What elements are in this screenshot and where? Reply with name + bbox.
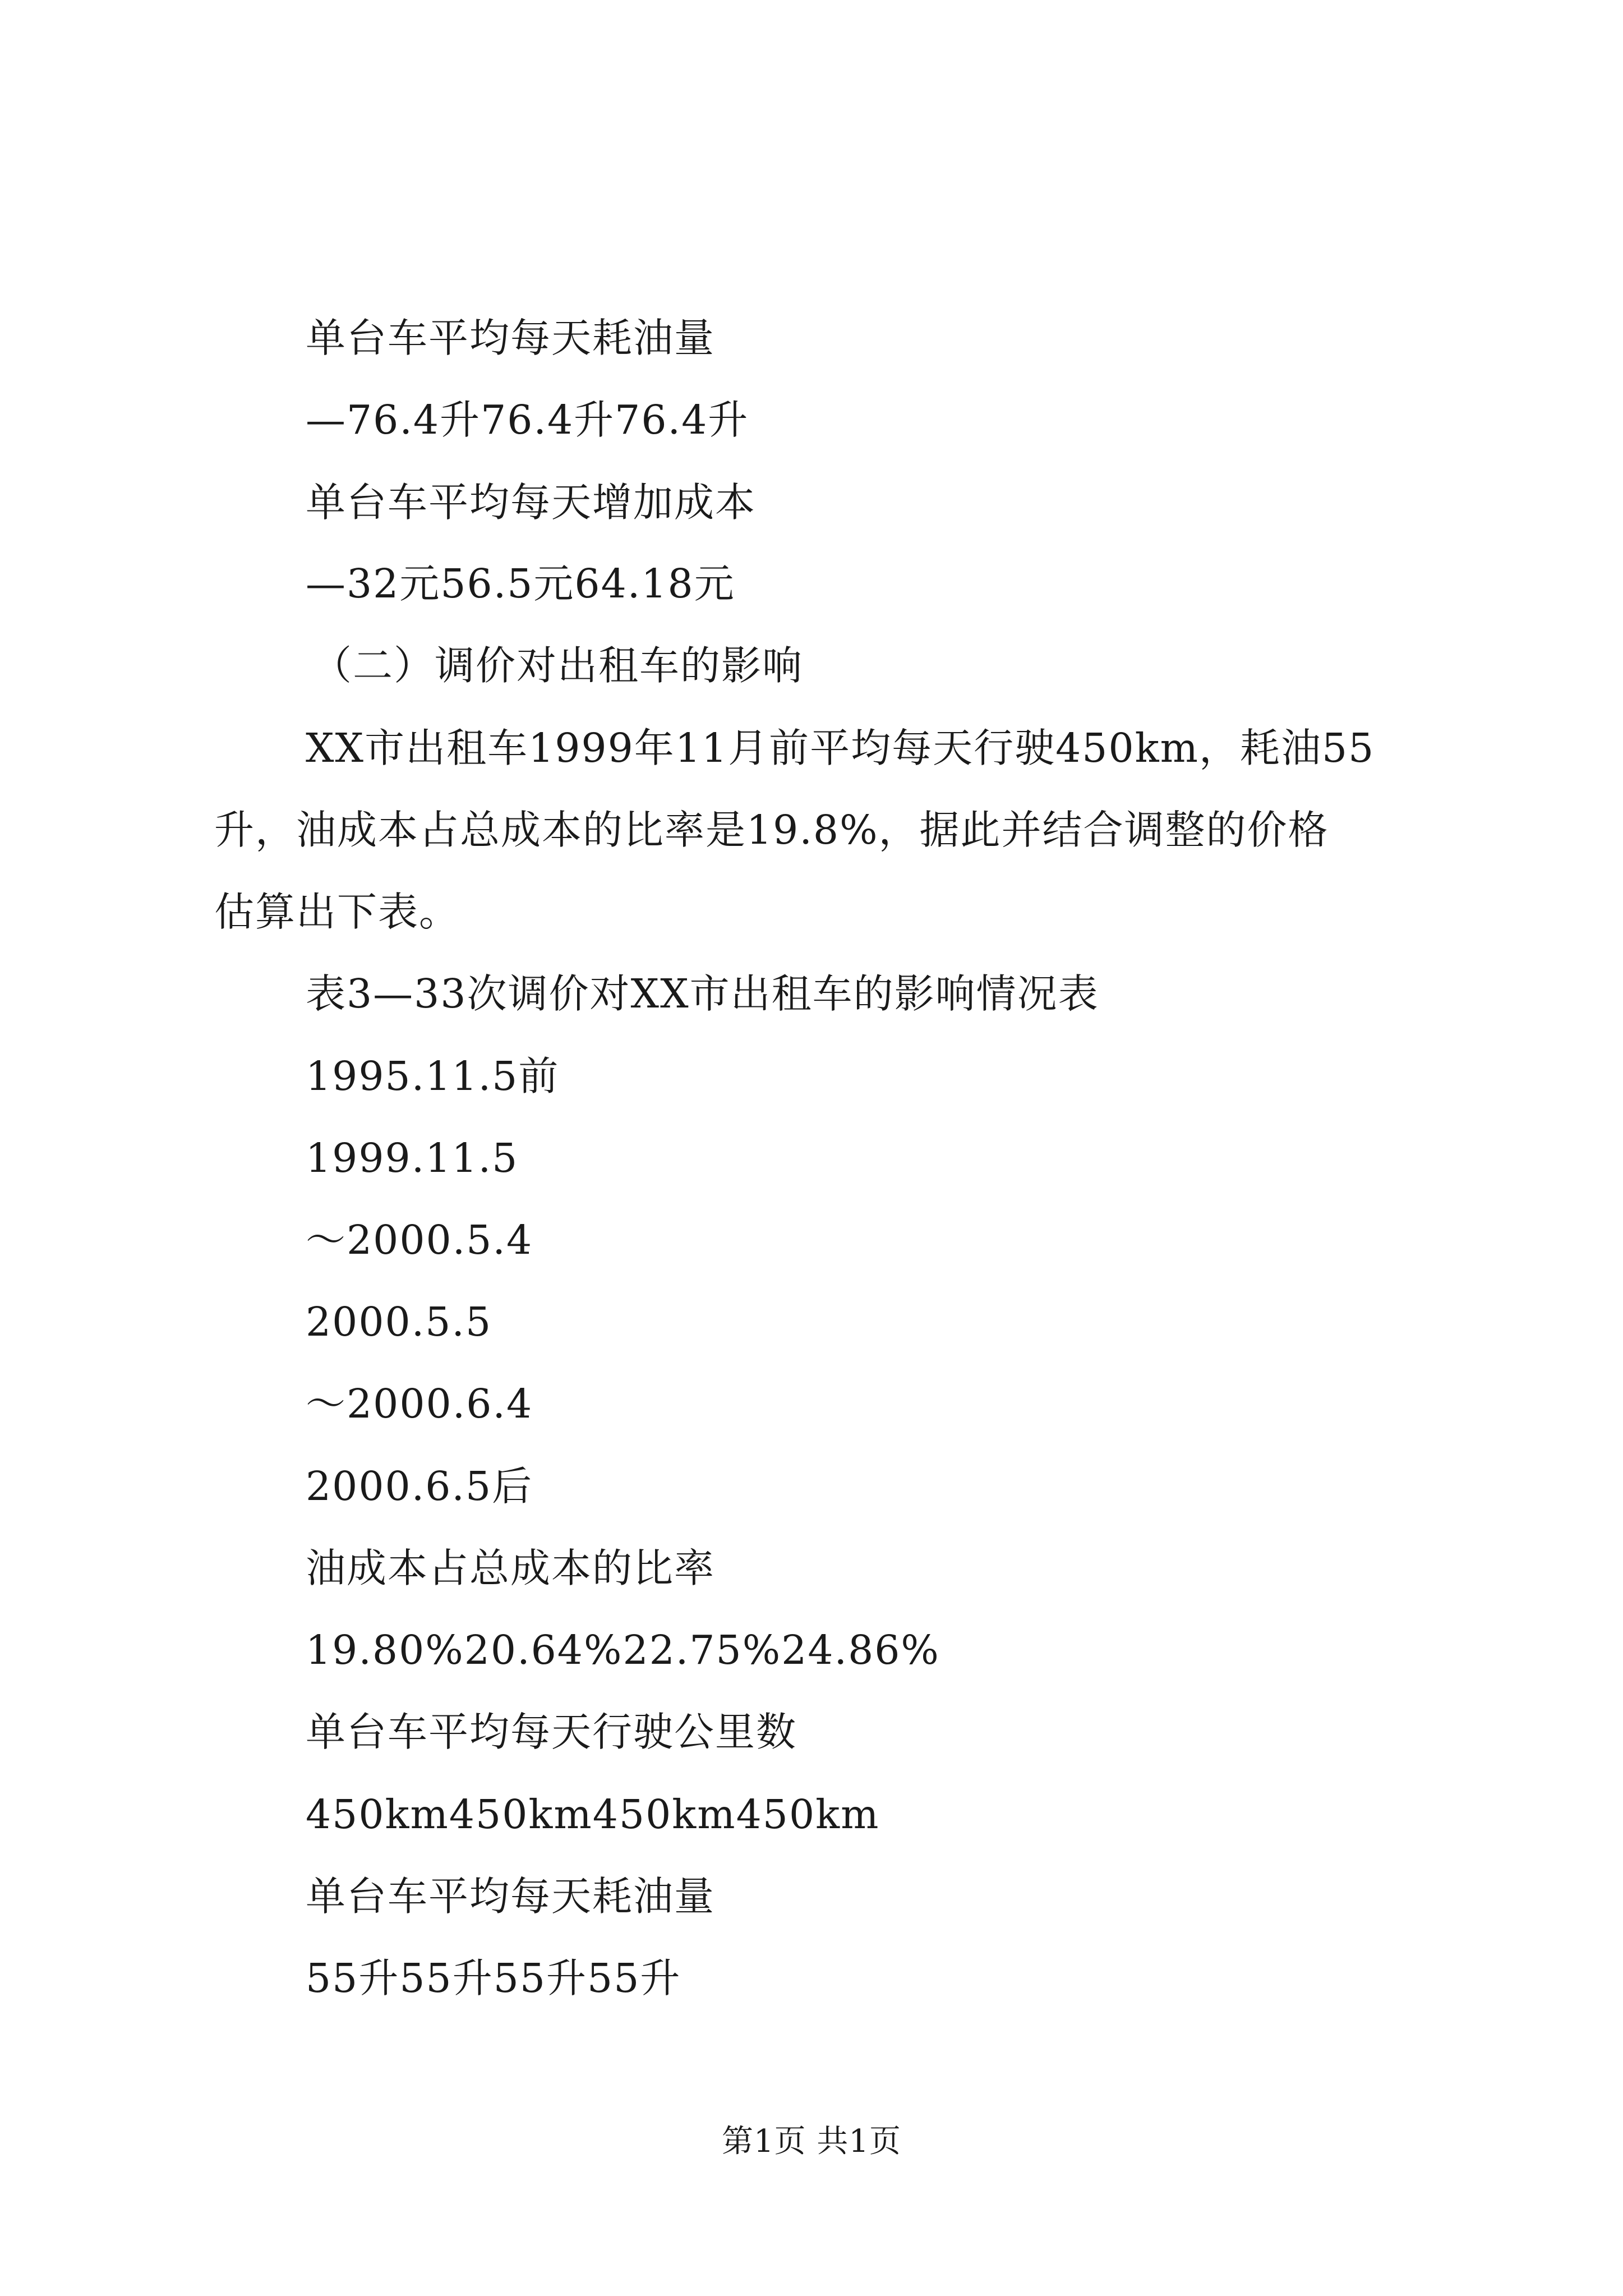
text-line-fuel-consumption-values: —76.4升76.4升76.4升 [306, 397, 749, 443]
period-2-end: ～2000.5.4 [306, 1217, 533, 1263]
text-line-daily-distance-heading: 单台车平均每天行驶公里数 [306, 1709, 797, 1755]
table-caption: 表3—33次调价对XX市出租车的影响情况表 [306, 970, 1099, 1017]
page-footer: 第1页 共1页 [721, 2123, 902, 2160]
period-3-start: 2000.5.5 [306, 1299, 492, 1345]
period-2-start: 1999.11.5 [306, 1135, 519, 1181]
text-line-oil-cost-ratio-values: 19.80%20.64%22.75%24.86% [306, 1627, 940, 1673]
text-line-daily-fuel-values: 55升55升55升55升 [306, 1955, 681, 2001]
paragraph-line-2: 升，油成本占总成本的比率是19.8%，据此并结合调整的价格 [214, 807, 1329, 853]
text-line-fuel-consumption-heading: 单台车平均每天耗油量 [306, 315, 716, 361]
section-heading: （二）调价对出租车的影响 [312, 642, 804, 689]
period-4: 2000.6.5后 [306, 1463, 533, 1510]
text-line-daily-fuel-heading: 单台车平均每天耗油量 [306, 1873, 716, 1920]
paragraph-line-1: XX市出租车1999年11月前平均每天行驶450km，耗油55 [306, 725, 1375, 771]
text-line-added-cost-values: —32元56.5元64.18元 [306, 560, 735, 607]
text-line-added-cost-heading: 单台车平均每天增加成本 [306, 479, 757, 526]
paragraph-line-3: 估算出下表。 [214, 889, 460, 935]
period-3-end: ～2000.6.4 [306, 1381, 533, 1427]
text-line-daily-distance-values: 450km450km450km450km [306, 1791, 880, 1838]
text-line-oil-cost-ratio-heading: 油成本占总成本的比率 [306, 1545, 716, 1591]
period-1: 1995.11.5前 [306, 1053, 560, 1099]
